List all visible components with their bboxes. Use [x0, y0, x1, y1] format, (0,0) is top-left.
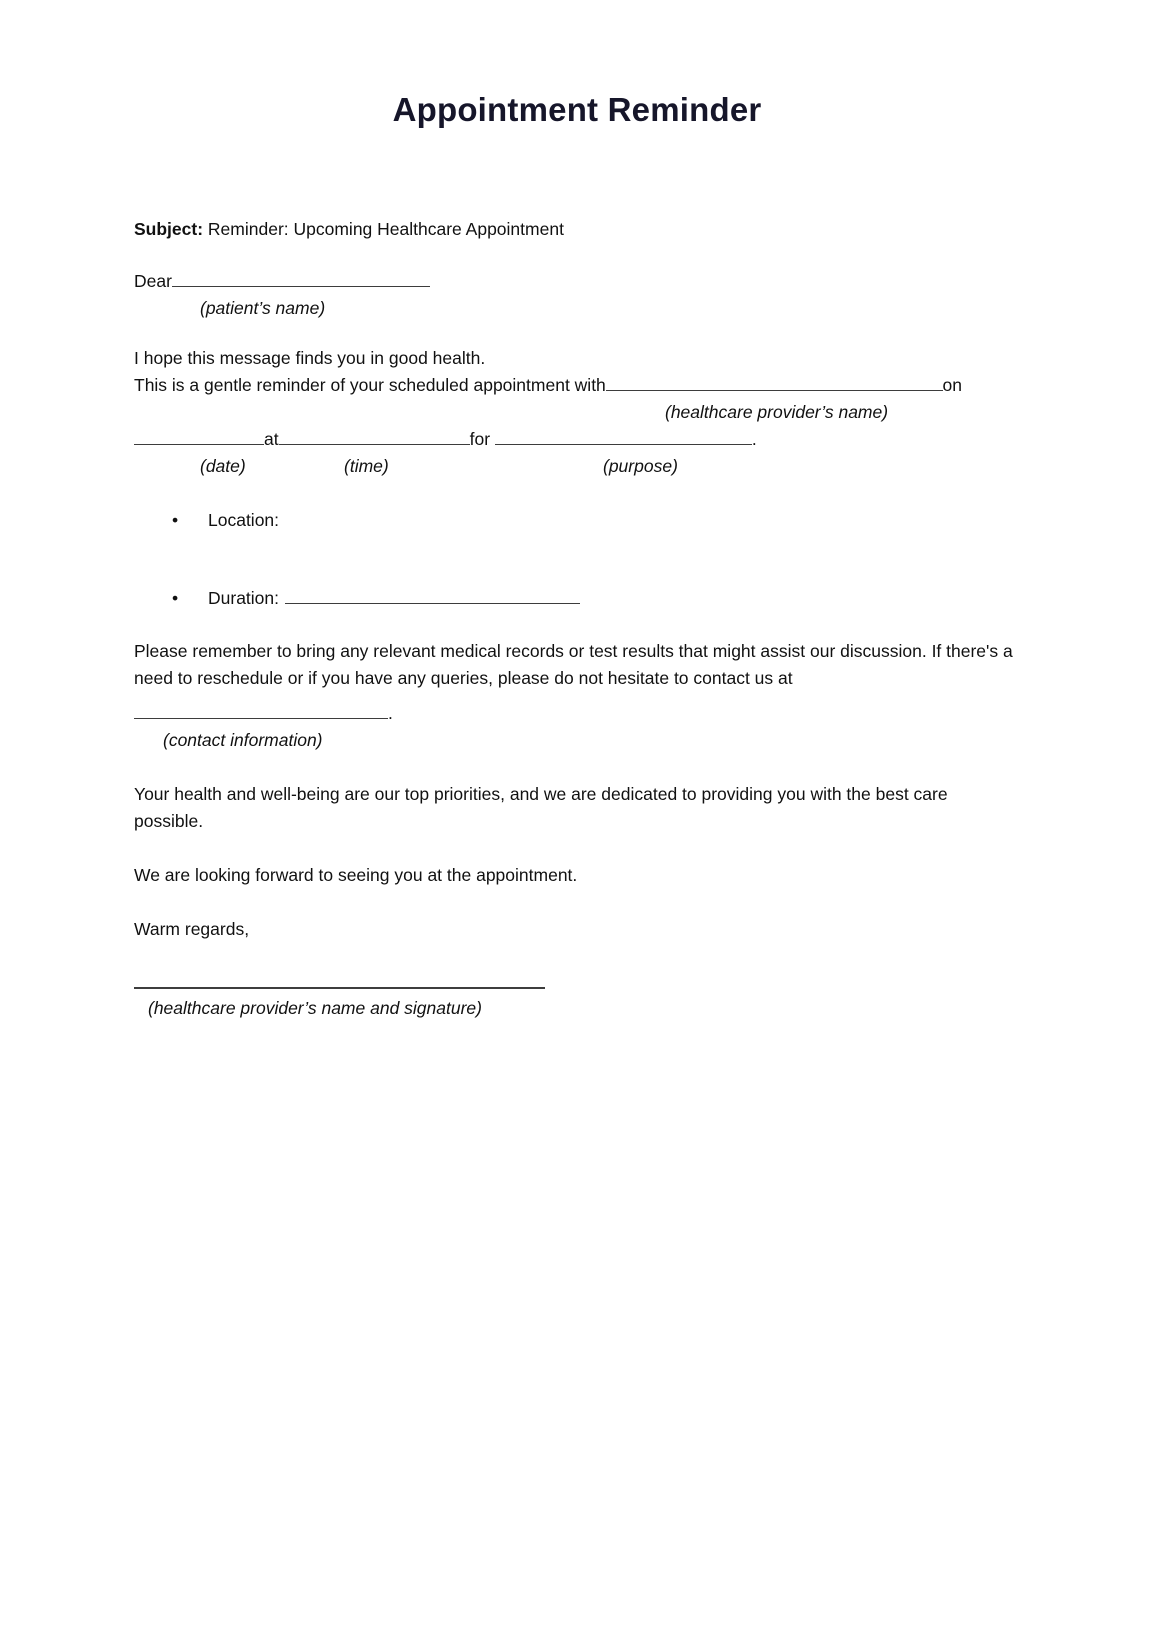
- purpose-blank: [495, 443, 752, 445]
- schedule-line: [134, 426, 1020, 453]
- reminder-paragraph: Please remember to bring any relevant medical records or test results that might assist our discussion. If there's a need to reschedule or if you have any queries, please do not hesitate to contact us at: [134, 641, 1013, 688]
- patient-name-hint: (patient’s name): [200, 298, 326, 318]
- subject-line: [134, 216, 1020, 243]
- subject-text: Reminder: Upcoming Healthcare Appointment: [203, 219, 564, 239]
- intro-paragraph: [134, 345, 1020, 480]
- location-label: Location:: [208, 510, 280, 530]
- patient-name-blank: [172, 285, 430, 287]
- duration-label: Duration:: [208, 588, 280, 608]
- date-blank: [134, 443, 264, 445]
- closing-line: Warm regards,: [134, 919, 250, 939]
- contact-blank: [134, 717, 388, 719]
- schedule-hints-row: [134, 453, 1020, 480]
- time-blank: [279, 443, 470, 445]
- salutation-prefix: Dear: [134, 271, 172, 291]
- looking-forward-paragraph: We are looking forward to seeing you at the appointment.: [134, 865, 578, 885]
- schedule-terminator: .: [751, 429, 757, 449]
- intro-line-1: I hope this message finds you in good health.: [134, 348, 486, 368]
- contact-terminator: .: [388, 703, 393, 723]
- provider-name-hint: (healthcare provider’s name): [665, 402, 889, 422]
- contact-hint: (contact information): [163, 730, 323, 750]
- salutation-line: [134, 268, 1020, 295]
- bullet-icon: •: [172, 588, 179, 608]
- duration-bullet-item: [134, 585, 1020, 612]
- intro-line-2-suffix: on: [942, 375, 962, 395]
- time-hint: (time): [344, 456, 389, 476]
- signature-line: [134, 987, 545, 989]
- date-hint: (date): [200, 456, 246, 476]
- contact-line: [134, 700, 1020, 727]
- provider-name-blank: [606, 389, 943, 391]
- page-title: Appointment Reminder: [392, 91, 762, 128]
- schedule-word-for: for: [469, 429, 495, 449]
- signature-hint: (healthcare provider’s name and signature): [148, 998, 482, 1018]
- bullet-icon: •: [172, 510, 179, 530]
- health-paragraph: Your health and well-being are our top priorities, and we are dedicated to providing you with the best care possible.: [134, 784, 948, 831]
- subject-label: Subject:: [134, 219, 204, 239]
- duration-blank: [285, 602, 580, 604]
- location-bullet-item: [134, 507, 1020, 534]
- intro-line-2: [134, 372, 962, 399]
- purpose-hint: (purpose): [603, 456, 678, 476]
- schedule-word-at: at: [264, 429, 279, 449]
- intro-line-2-text: This is a gentle reminder of your scheduled appointment with: [134, 375, 606, 395]
